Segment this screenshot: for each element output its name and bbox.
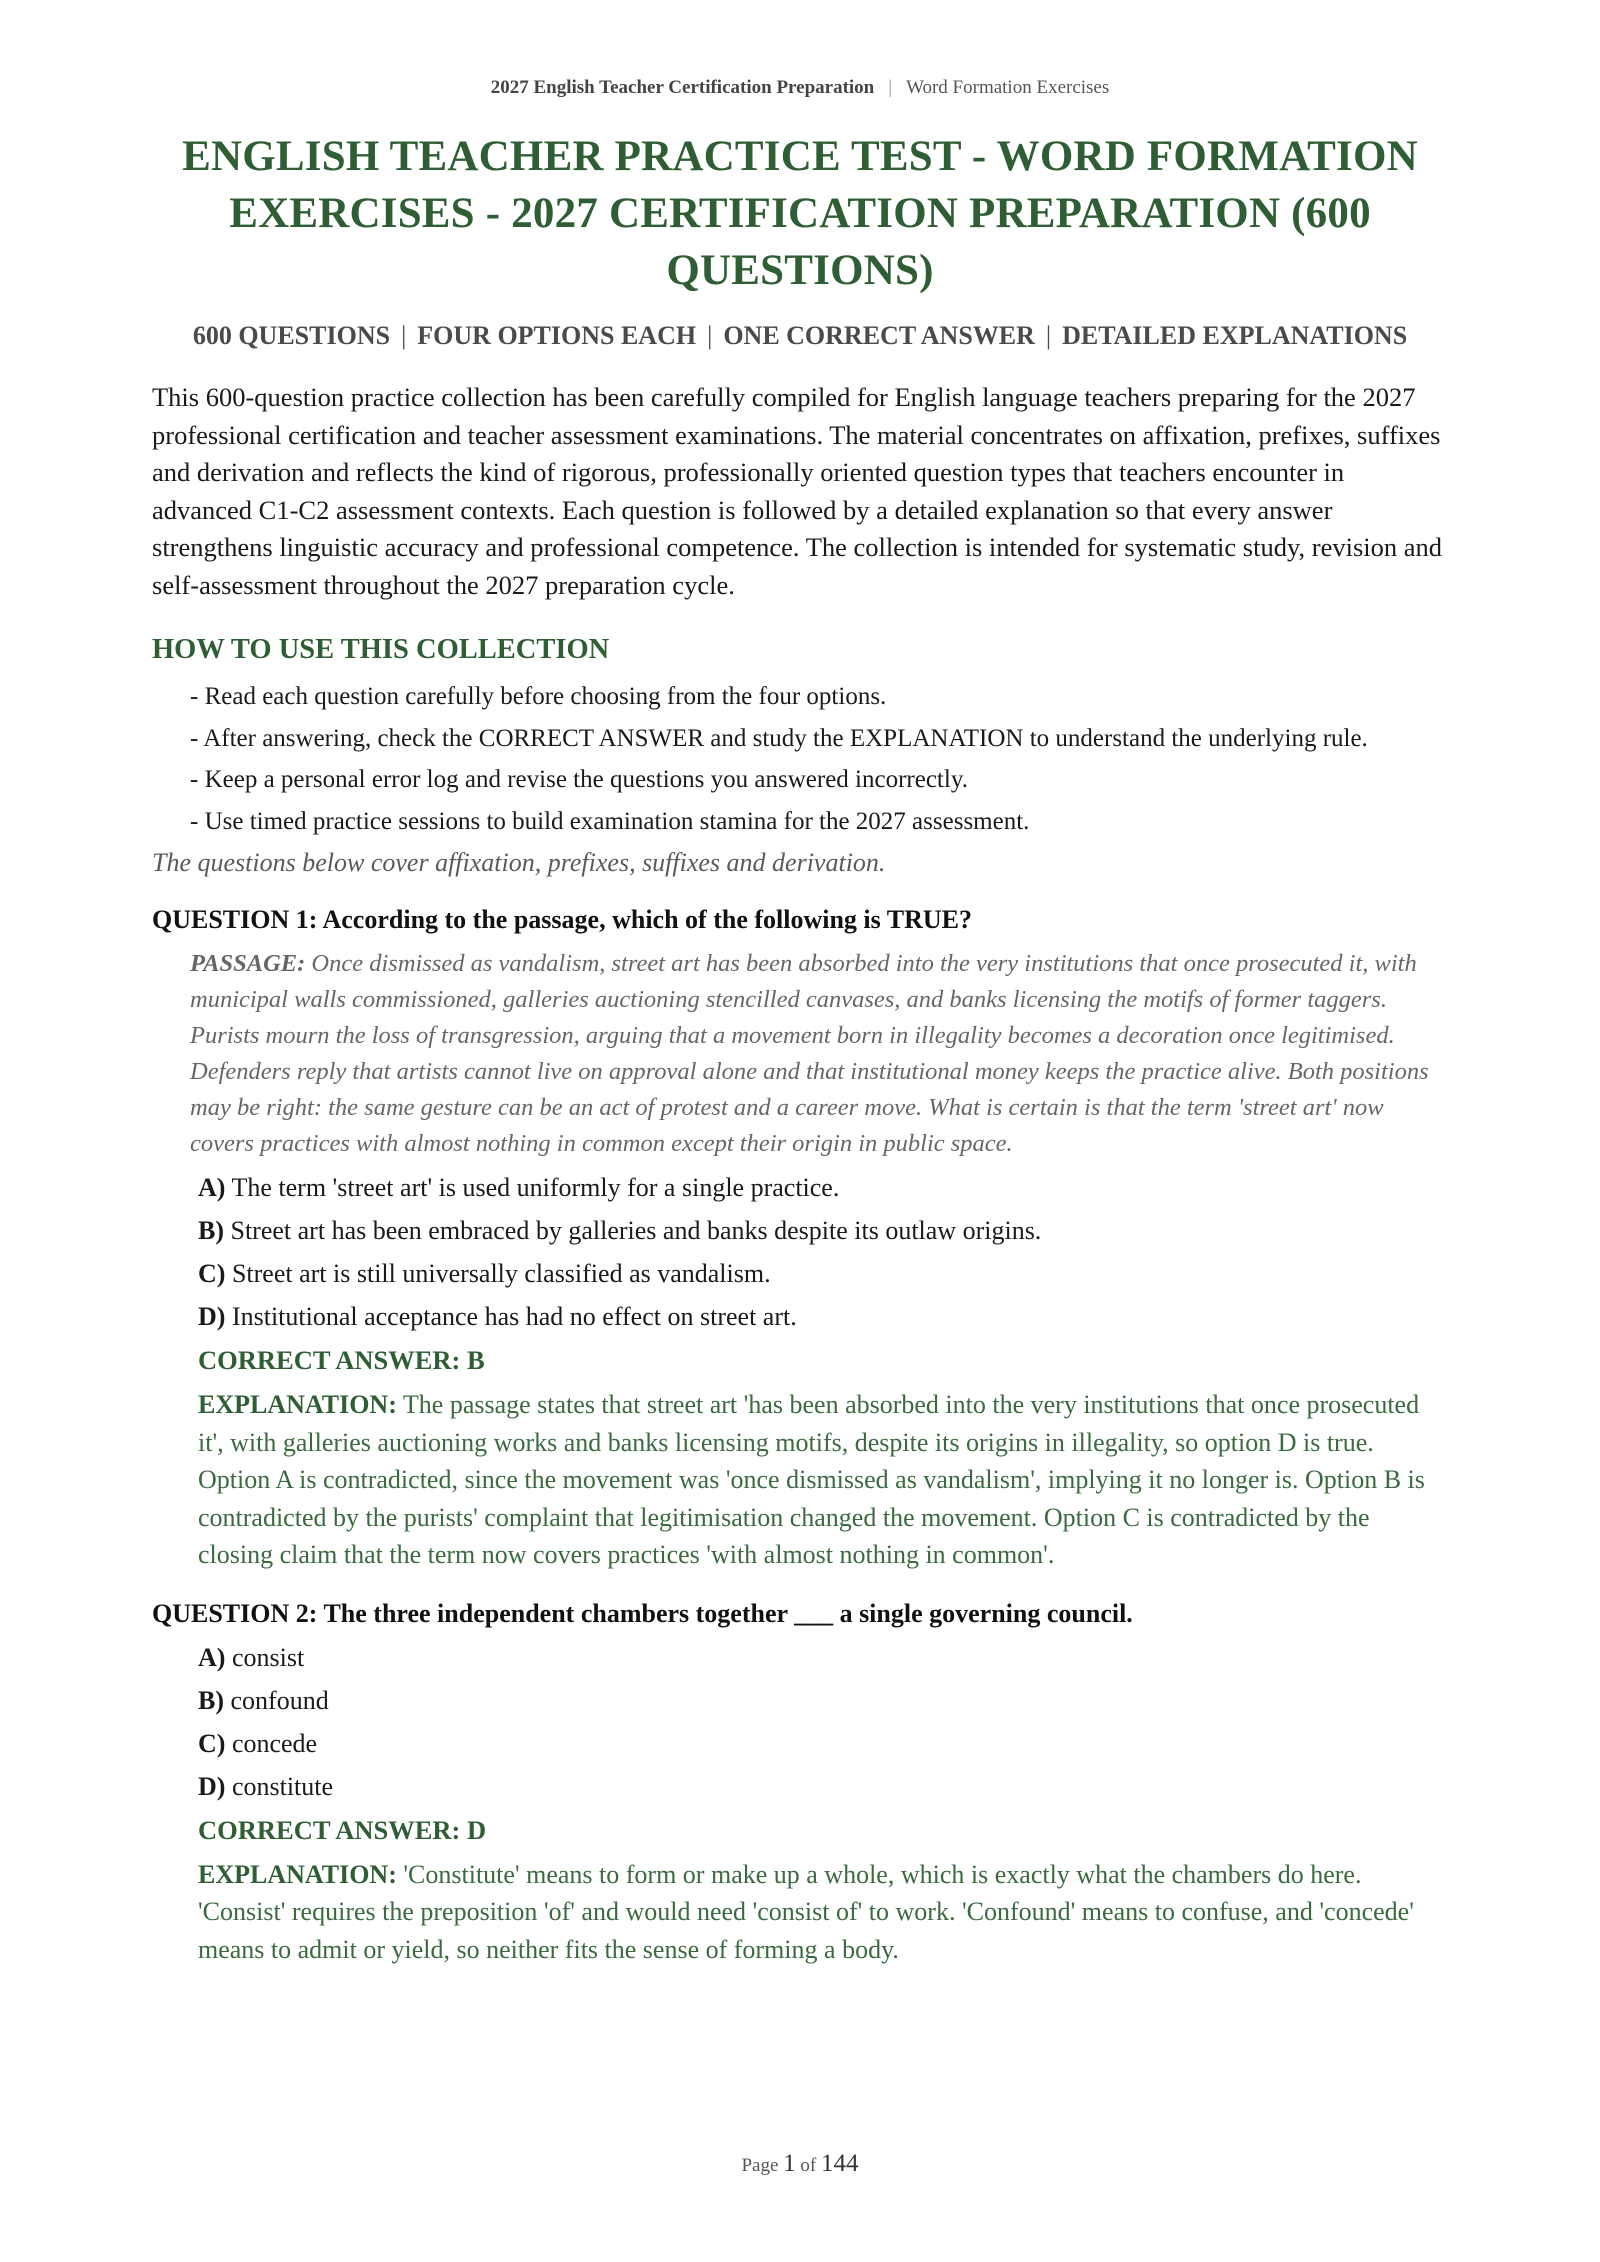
option-letter: C) [198, 1259, 226, 1288]
option-text: Street art has been embraced by galleries and banks despite its outlaw origins. [230, 1216, 1042, 1245]
option-b [198, 1683, 1448, 1719]
option-text: Institutional acceptance has had no effect on street art. [231, 1302, 797, 1331]
explanation [198, 1856, 1448, 1969]
feature-explanations: DETAILED EXPLANATIONS [1062, 321, 1408, 350]
option-letter: C) [198, 1728, 226, 1758]
explanation-text: The passage states that street art 'has been absorbed into the very institutions that once prosecuted it', with galleries auctioning works and banks licensing motifs, despite its origins in illegality, so option D is true. Option A is contradicted, since the movement was 'once dismissed as vandalism', implying it no longer is. Option B is contradicted by the purists' complaint that legitimisation changed the movement. Option C is contradicted by the closing claim that the term now covers practices 'with almost nothing in common'. [198, 1390, 1425, 1569]
intro-paragraph: This 600-question practice collection has been carefully compiled for English language teachers preparing for the 2027 professional certification and teacher assessment examinations. The material concentrates on affixation, prefixes, suffixes and derivation and reflects the kind of rigorous, professionally oriented question types that teachers encounter in advanced C1-C2 assessment contexts. Each question is followed by a detailed explanation so that every answer strengthens linguistic accuracy and professional competence. The collection is intended for systematic study, revision and self-assessment throughout the 2027 preparation cycle. [152, 382, 1443, 600]
question-1 [152, 902, 1448, 1574]
option-letter: A) [198, 1642, 226, 1672]
option-b [198, 1213, 1448, 1249]
option-d [198, 1769, 1448, 1805]
passage-label: PASSAGE: [190, 950, 306, 977]
total-pages: 144 [821, 2150, 859, 2177]
option-letter: B) [198, 1685, 224, 1715]
option-a [198, 1640, 1448, 1676]
how-to-use-item: - Keep a personal error log and revise the questions you answered incorrectly. [190, 766, 968, 793]
feature-question-count: 600 QUESTIONS [192, 321, 391, 350]
feature-separator: | [401, 321, 407, 350]
question-heading: QUESTION 2: The three independent chambers together ___ a single governing council. [152, 1598, 1133, 1628]
explanation-label: EXPLANATION: [198, 1859, 397, 1889]
how-to-use-item: - After answering, check the CORRECT ANSWER and study the EXPLANATION to understand the underlying rule. [190, 724, 1368, 752]
document-title: ENGLISH TEACHER PRACTICE TEST - WORD FORMATION EXERCISES - 2027 CERTIFICATION PREPARATION (600 QUESTIONS) [182, 133, 1418, 294]
reading-passage [190, 946, 1448, 1162]
option-d [198, 1299, 1448, 1335]
feature-separator: | [707, 321, 713, 350]
option-c [198, 1256, 1448, 1292]
header-collection-title: 2027 English Teacher Certification Preparation [490, 77, 875, 98]
page-number: 1 [783, 2150, 796, 2177]
page-footer [0, 2150, 1600, 2180]
explanation-label: EXPLANATION: [198, 1390, 397, 1419]
feature-answer: ONE CORRECT ANSWER [723, 321, 1035, 350]
option-text: concede [231, 1728, 318, 1758]
option-text: Street art is still universally classified as vandalism. [231, 1259, 771, 1288]
of-word: of [800, 2155, 817, 2176]
option-text: confound [230, 1685, 329, 1715]
option-letter: B) [198, 1216, 224, 1245]
page-word: Page [741, 2155, 779, 2176]
feature-summary [152, 319, 1448, 353]
answer-options [198, 1170, 1448, 1335]
header-separator: | [888, 77, 893, 98]
option-letter: D) [198, 1771, 226, 1801]
question-2 [152, 1596, 1448, 1969]
correct-answer: CORRECT ANSWER: B [198, 1345, 485, 1375]
option-text: constitute [231, 1771, 334, 1801]
explanation [198, 1386, 1448, 1574]
answer-options [198, 1640, 1448, 1805]
how-to-use-list [152, 680, 1448, 839]
running-header [152, 0, 1448, 102]
how-to-use-heading: HOW TO USE THIS COLLECTION [152, 634, 610, 665]
option-text: consist [231, 1642, 305, 1672]
feature-options: FOUR OPTIONS EACH [417, 321, 697, 350]
scope-note: The questions below cover affixation, prefixes, suffixes and derivation. [152, 848, 886, 877]
option-a [198, 1170, 1448, 1206]
option-c [198, 1726, 1448, 1762]
feature-separator: | [1045, 321, 1052, 350]
how-to-use-item: - Use timed practice sessions to build examination stamina for the 2027 assessment. [190, 807, 1030, 835]
header-section-title: Word Formation Exercises [906, 77, 1110, 98]
explanation-text: 'Constitute' means to form or make up a whole, which is exactly what the chambers do here. 'Consist' requires the preposition 'of' and would need 'consist of' to work. 'Confound' means to confuse, and 'concede' means to admit or yield, so neither fits the sense of forming a body. [198, 1859, 1414, 1964]
option-text: The term 'street art' is used uniformly for a single practice. [231, 1173, 840, 1202]
option-letter: A) [198, 1173, 226, 1202]
how-to-use-item: - Read each question carefully before choosing from the four options. [190, 683, 887, 710]
passage-text: Once dismissed as vandalism, street art has been absorbed into the very institutions that once prosecuted it, with municipal walls commissioned, galleries auctioning stencilled canvases, and banks licensing the motifs of former taggers. Purists mourn the loss of transgression, arguing that a movement born in illegality becomes a decoration once legitimised. Defenders reply that artists cannot live on approval alone and that institutional money keeps the practice alive. Both positions may be right: the same gesture can be an act of protest and a career move. What is certain is that the term 'street art' now covers practices with almost nothing in common except their origin in public space. [190, 950, 1429, 1157]
correct-answer: CORRECT ANSWER: D [198, 1814, 487, 1845]
question-heading: QUESTION 1: According to the passage, which of the following is TRUE? [152, 905, 973, 934]
option-letter: D) [198, 1302, 226, 1331]
